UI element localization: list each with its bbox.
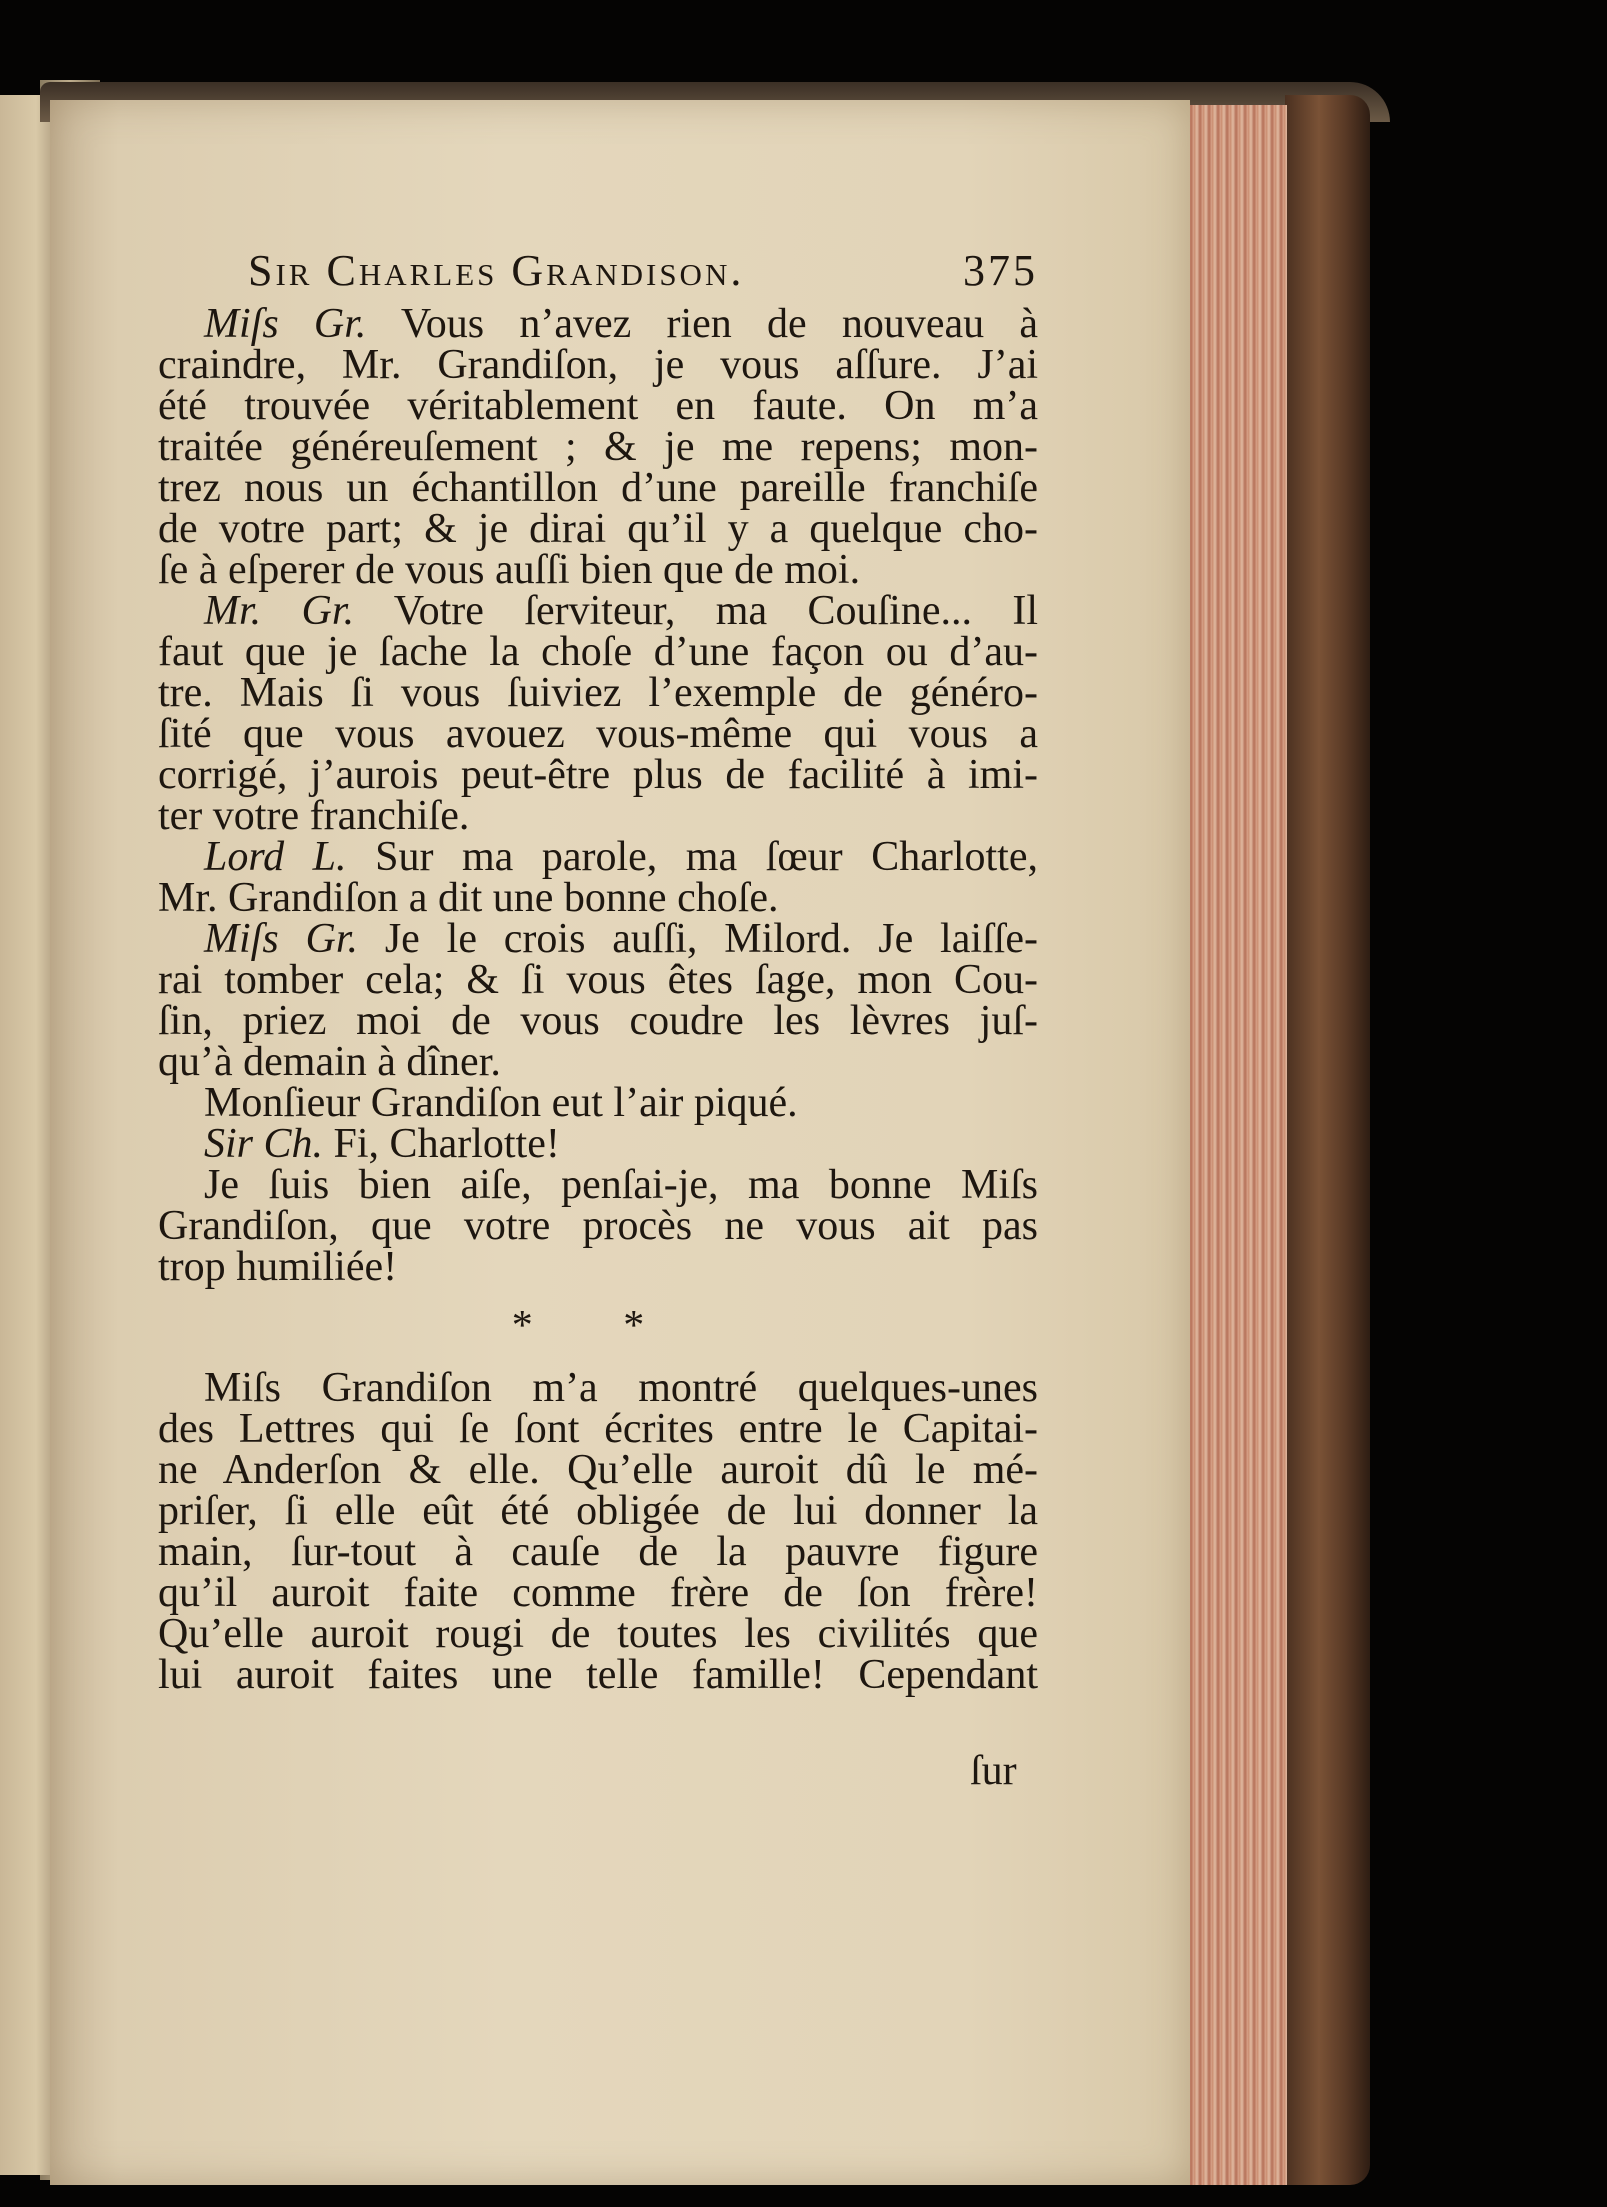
line-text: priſer, ſi elle eût été obligée de lui donner la [158,1488,1038,1534]
section-ornament: * * [511,1303,685,1349]
text-line [158,998,1038,1044]
narrative-section [158,1365,1038,1698]
running-head [248,245,1038,296]
running-title: Sir Charles Grandison. [248,246,745,295]
line-text: Qu’elle auroit rougi de toutes les civilités que [158,1611,1038,1657]
line-text: qu’il auroit faite comme frère de ſon frère! [158,1570,1038,1616]
speaker-name: Miſs Gr. [204,301,367,347]
line-text: faut que je ſache la choſe d’une façon ou d’au- [158,629,1038,675]
line-text: Votre ſerviteur, ma Couſine... Il [354,588,1039,634]
text-line [158,1244,1038,1290]
text-line [158,875,1038,921]
text-line [158,383,1038,429]
line-text: Monſieur Grandiſon eut l’air piqué. [204,1080,798,1126]
page-number: 375 [963,246,1038,295]
text-line [158,1080,1038,1126]
text-line [158,916,1038,962]
line-text: des Lettres qui ſe ſont écrites entre le Capitai- [158,1406,1038,1452]
text-line [158,1121,1038,1167]
line-text: Je le crois auſſi, Milord. Je laiſſe- [358,916,1038,962]
text-line [158,1039,1038,1085]
text-line [158,588,1039,634]
text-line [158,424,1038,470]
line-text: corrigé, j’aurois peut-être plus de facilité à imi- [158,752,1038,798]
text-line [158,1570,1038,1616]
text-line [158,465,1038,511]
line-text: traitée généreuſement ; & je me repens; mon- [158,424,1038,470]
text-line [158,834,1038,880]
line-text: de votre part; & je dirai qu’il y a quelque cho- [158,506,1038,552]
line-text: Fi, Charlotte! [323,1121,560,1167]
text-line [158,1203,1038,1249]
text-line [158,301,1038,347]
speaker-name: Lord L. [204,834,347,880]
catchword: ſur [970,1748,1017,1794]
text-line [158,711,1038,757]
line-text: ſin, priez moi de vous coudre les lèvres juſ- [158,998,1038,1044]
line-text: Mr. Grandiſon a dit une bonne choſe. [158,875,779,921]
line-text: trop humiliée! [158,1244,398,1290]
text-line [158,1652,1038,1698]
text-line [158,1488,1038,1534]
text-line [158,670,1038,716]
text-line [158,1447,1038,1493]
text-line [158,1406,1038,1452]
text-line [158,1162,1038,1208]
line-text: Je ſuis bien aiſe, penſai-je, ma bonne Miſs [204,1162,1038,1208]
text-line [158,957,1038,1003]
dialogue-section [158,301,1039,1290]
line-text: main, ſur-tout à cauſe de la pauvre figure [158,1529,1038,1575]
speaker-name: Sir Ch. [204,1121,324,1167]
line-text: rai tomber cela; & ſi vous êtes ſage, mon Cou- [158,957,1038,1003]
text-line [158,547,1038,593]
text-line [158,1365,1038,1411]
line-text: ne Anderſon & elle. Qu’elle auroit dû le mé- [158,1447,1038,1493]
line-text: lui auroit faites une telle famille! Cependant [158,1652,1038,1698]
text-block [158,245,1038,1696]
speaker-name: Miſs Gr. [204,916,359,962]
text-line [158,342,1038,388]
text-line [158,506,1038,552]
line-text: qu’à demain à dîner. [158,1039,501,1085]
line-text: Grandiſon, que votre procès ne vous ait pas [158,1203,1038,1249]
line-text: craindre, Mr. Grandiſon, je vous aſſure. J’ai [158,342,1038,388]
text-line [158,752,1038,798]
line-text: tre. Mais ſi vous ſuiviez l’exemple de généro- [158,670,1038,716]
line-text: ſe à eſperer de vous auſſi bien que de moi. [158,547,861,593]
line-text: trez nous un échantillon d’une pareille franchiſe [158,465,1038,511]
line-text: été trouvée véritablement en faute. On m’a [158,383,1038,429]
line-text: Miſs Grandiſon m’a montré quelques-unes [204,1365,1038,1411]
text-line [158,1611,1038,1657]
line-text: ter votre franchiſe. [158,793,470,839]
text-line [158,629,1038,675]
text-line [158,1529,1038,1575]
speaker-name: Mr. Gr. [204,588,355,634]
line-text: Sur ma parole, ma ſœur Charlotte, [346,834,1038,880]
line-text: ſité que vous avouez vous-même qui vous a [158,711,1038,757]
text-line [158,793,1038,839]
book-back-cover [1285,95,1370,2185]
line-text: Vous n’avez rien de nouveau à [366,301,1038,347]
